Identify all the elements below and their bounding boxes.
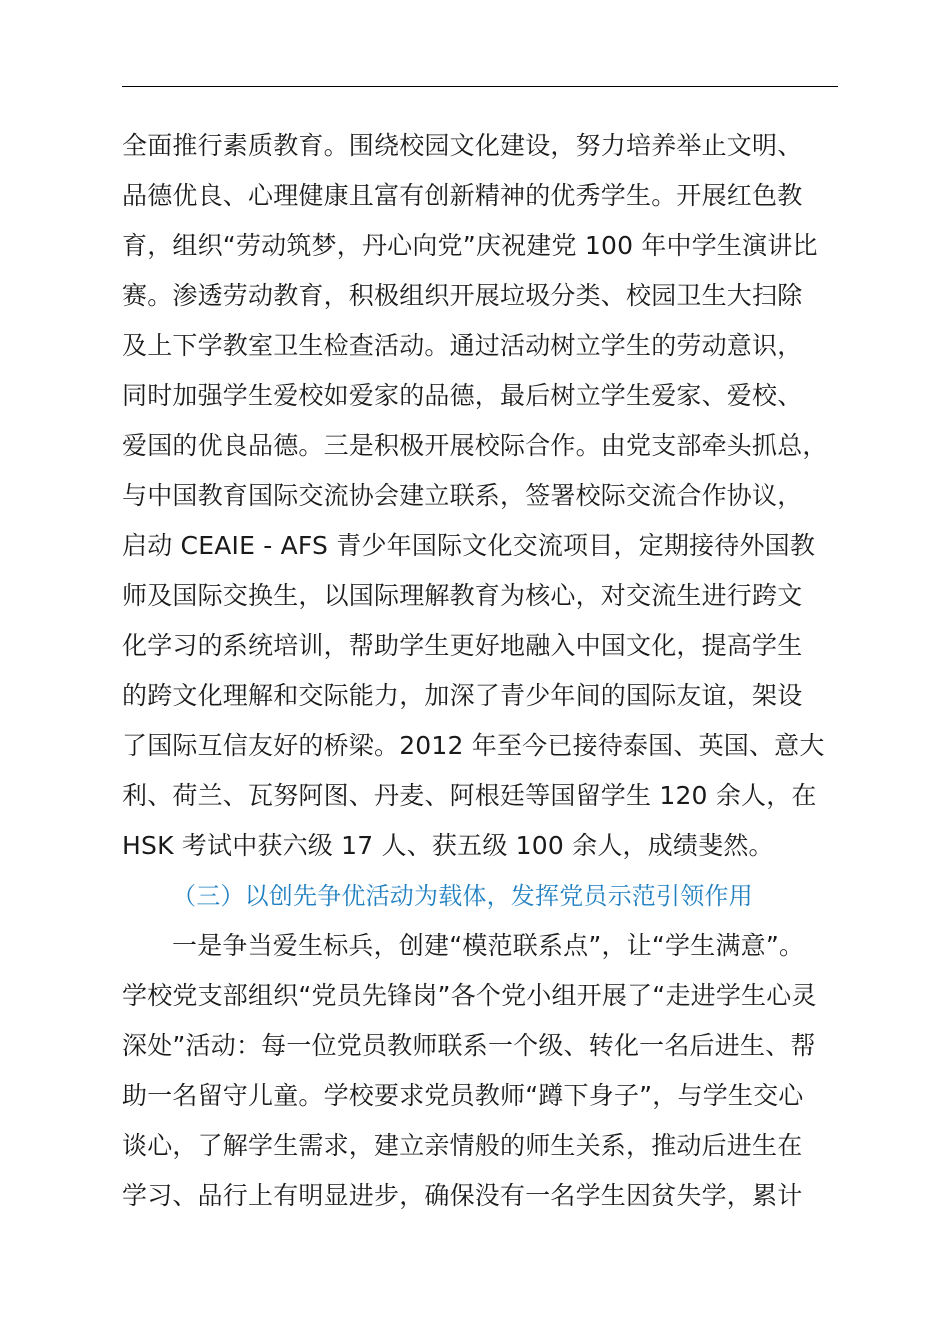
paragraph-line: 化学习的系统培训，帮助学生更好地融入中国文化，提高学生 [122, 631, 803, 660]
paragraph-line: 与中国教育国际交流协会建立联系，签署校际交流合作协议， [122, 481, 803, 510]
paragraph-line: 的跨文化理解和交际能力，加深了青少年间的国际友谊，架设 [122, 681, 803, 710]
paragraph-line: 赛。渗透劳动教育，积极组织开展垃圾分类、校园卫生大扫除 [122, 281, 803, 310]
section-paragraph-line: 深处”活动：每一位党员教师联系一个级、转化一名后进生、帮 [122, 1031, 816, 1060]
section-paragraph-line: 助一名留守儿童。学校要求党员教师“蹲下身子”，与学生交心 [122, 1081, 804, 1110]
paragraph-line: 及上下学教室卫生检查活动。通过活动树立学生的劳动意识， [122, 331, 803, 360]
header-rule [122, 86, 838, 87]
paragraph-line: 育，组织“劳动筑梦，丹心向党”庆祝建党 100 年中学生演讲比 [122, 231, 818, 260]
paragraph-line: 全面推行素质教育。围绕校园文化建设，努力培养举止文明、 [122, 131, 803, 160]
section-paragraph-line: 学习、品行上有明显进步，确保没有一名学生因贫失学，累计 [122, 1181, 803, 1210]
paragraph-line: 师及国际交换生，以国际理解教育为核心，对交流生进行跨文 [122, 581, 803, 610]
document-body [122, 128, 838, 1228]
section-paragraph-line: 谈心，了解学生需求，建立亲情般的师生关系，推动后进生在 [122, 1131, 803, 1160]
paragraph-line: 利、荷兰、瓦努阿图、丹麦、阿根廷等国留学生 120 余人，在 [122, 781, 817, 810]
paragraph-line: HSK 考试中获六级 17 人、获五级 100 余人，成绩斐然。 [122, 831, 774, 860]
section-paragraph-line: 一是争当爱生标兵，创建“模范联系点”，让“学生满意”。 [172, 931, 805, 960]
section-paragraph-line: 学校党支部组织“党员先锋岗”各个党小组开展了“走进学生心灵 [122, 981, 817, 1010]
paragraph-line: 同时加强学生爱校如爱家的品德，最后树立学生爱家、爱校、 [122, 381, 803, 410]
paragraph-line: 了国际互信友好的桥梁。2012 年至今已接待泰国、英国、意大 [122, 731, 825, 760]
paragraph-line: 爱国的优良品德。三是积极开展校际合作。由党支部牵头抓总， [122, 431, 828, 460]
paragraph-line: 启动 CEAIE - AFS 青少年国际文化交流项目，定期接待外国教 [122, 531, 816, 560]
paragraph-line: 品德优良、心理健康且富有创新精神的优秀学生。开展红色教 [122, 181, 803, 210]
section-heading: （三）以创先争优活动为载体，发挥党员示范引领作用 [172, 882, 753, 910]
